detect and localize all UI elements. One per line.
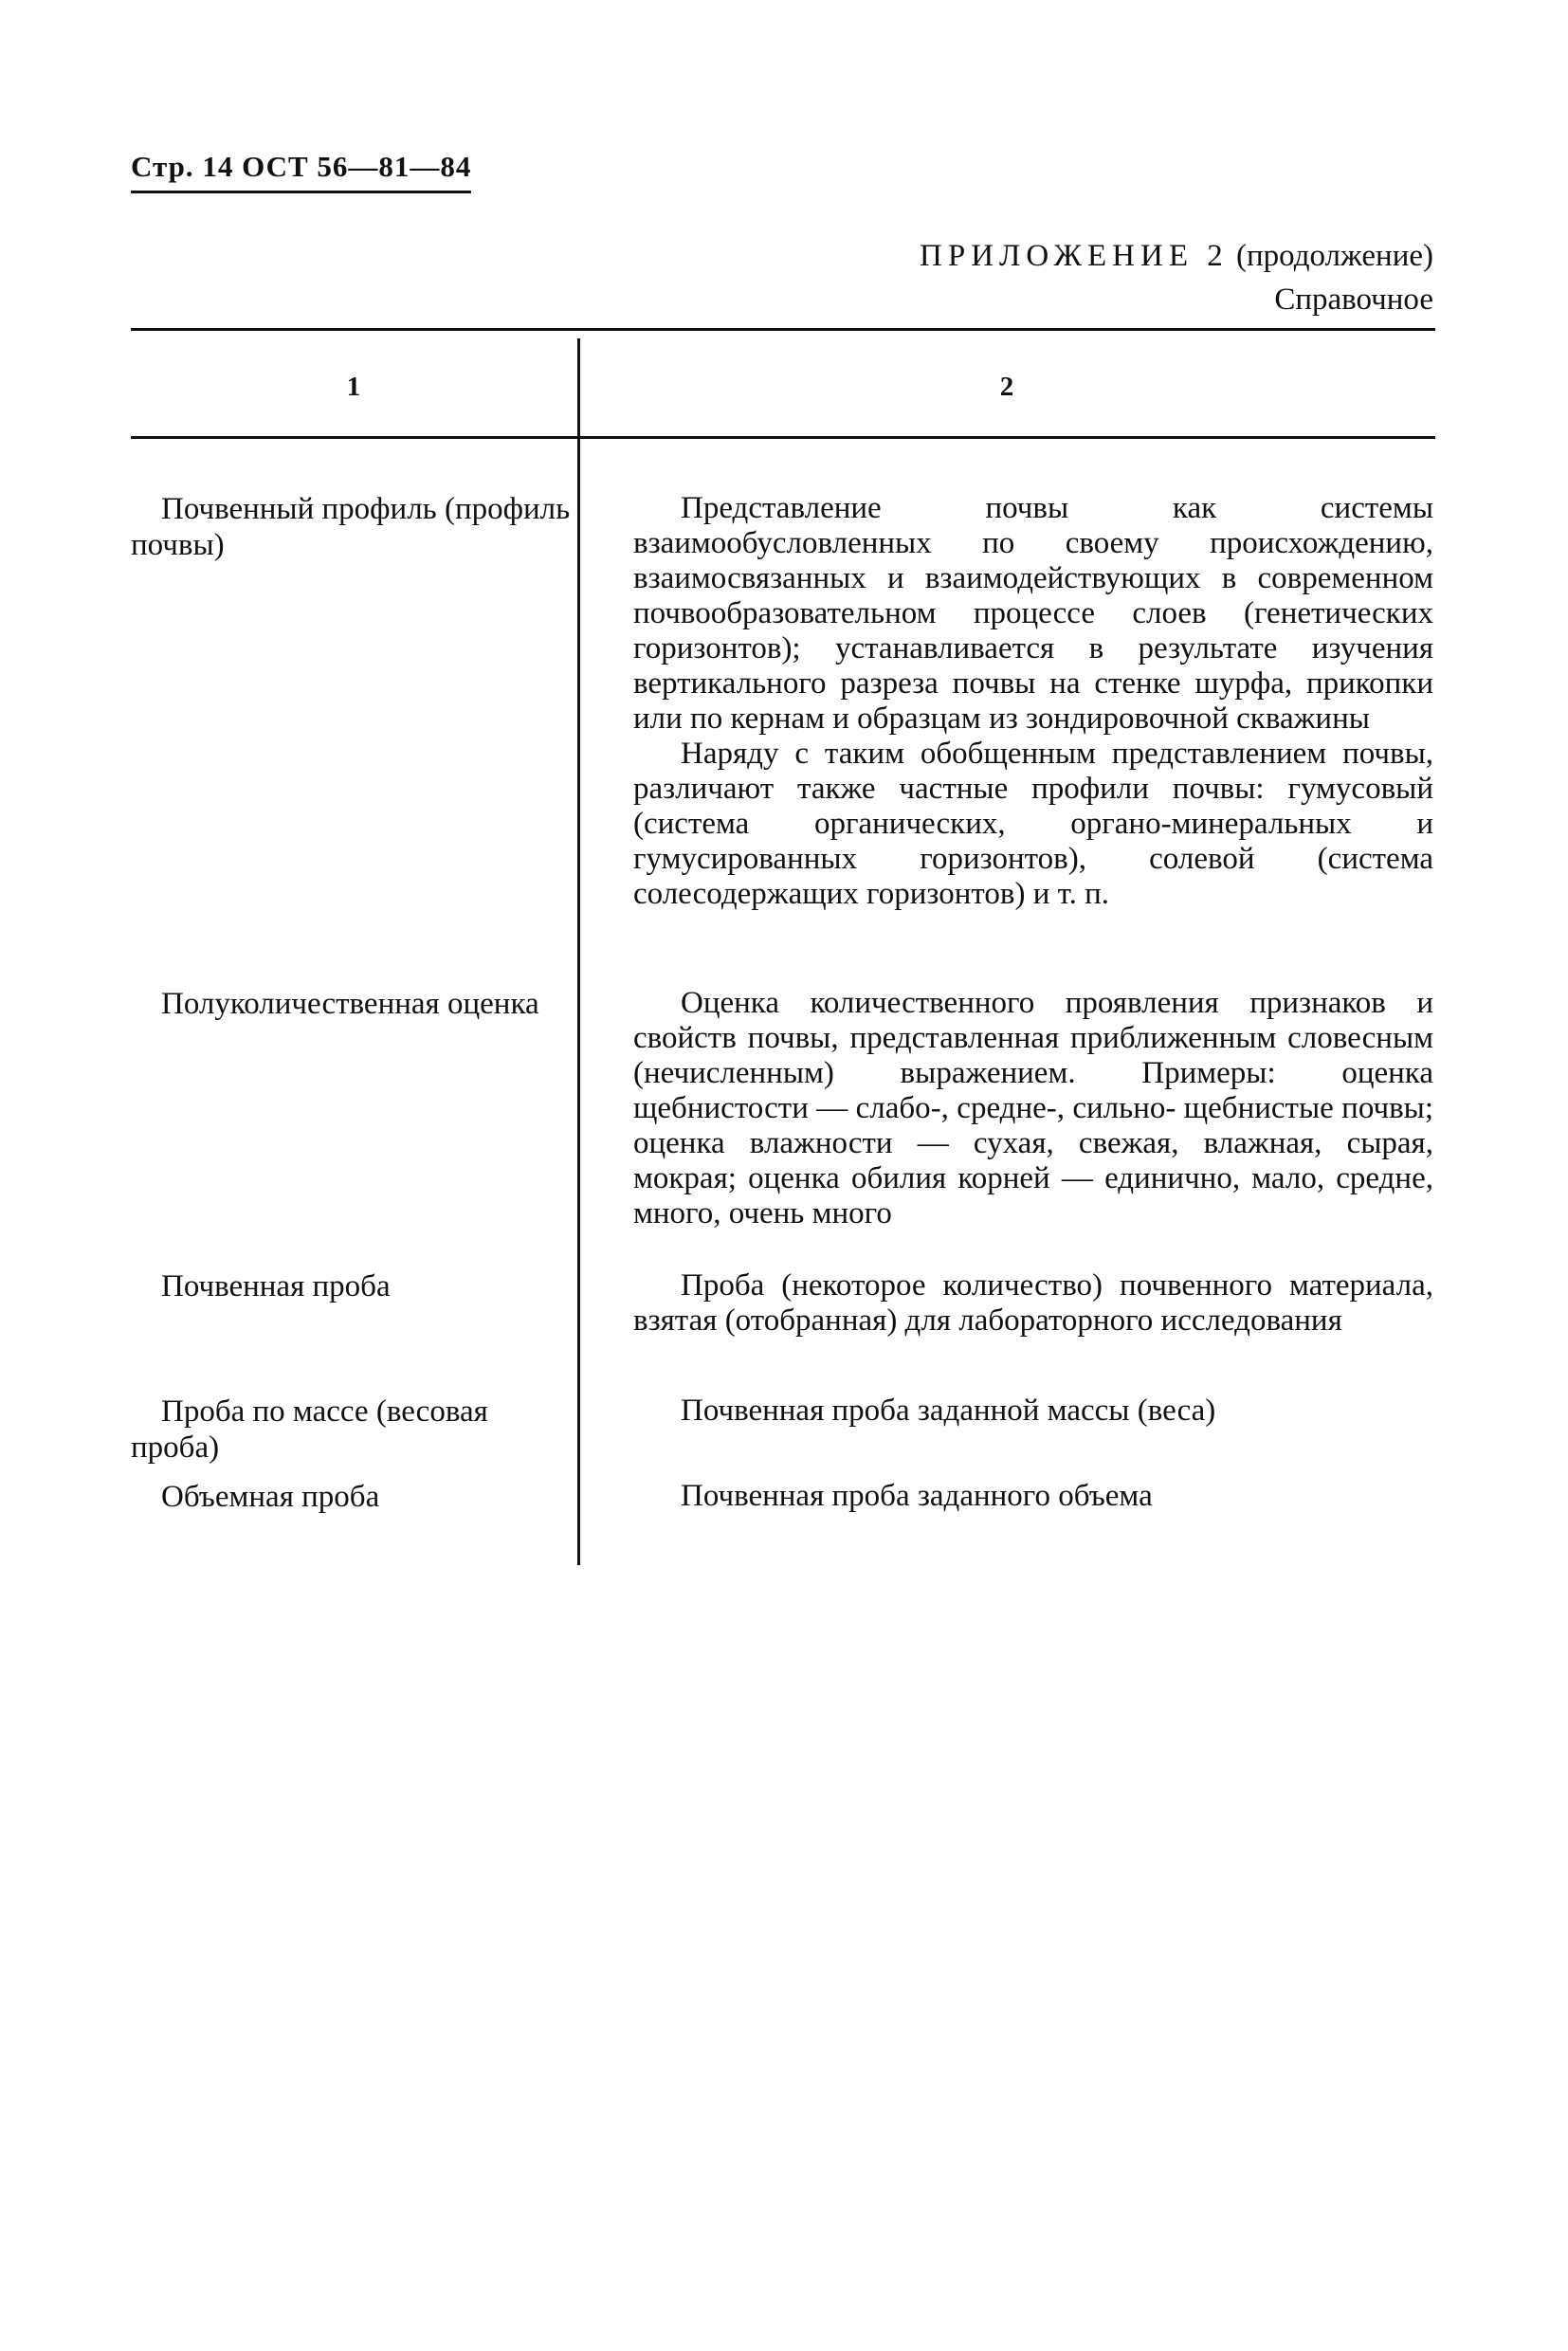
page-header: Стр. 14 ОСТ 56—81—84 [131,152,471,193]
definition-soil-profile [633,491,1433,912]
definition-soil-sample [633,1268,1433,1339]
definition-semi-quantitative [633,986,1433,1231]
column-divider [577,338,580,1565]
definition-paragraph: Представление почвы как системы взаимообусловленных по своему происхождению, взаимосвязанных и взаимодействующих в современном почвообразовательном процессе слоев (генетических горизонтов); устанавливается в результате изучения вертикального разреза почвы на стенке шурфа, прикопки или по кернам и образцам из зондировочной скважины [633,491,1433,736]
appendix-type: Справочное [1274,282,1433,317]
column-2-number: 2 [999,372,1014,402]
definition-paragraph: Наряду с таким обобщенным представлением почвы, различают также частные профили почвы: гумусовый (система органических, органо-минеральных и гумусированных горизонтов), солевой (система солесодержащих горизонтов) и т. п. [633,737,1433,911]
term-volume-sample: Объемная проба [161,1480,380,1514]
appendix-continuation: (продолжение) [1228,239,1433,273]
term-mass-sample: Проба по массе (весовая проба) [131,1394,488,1465]
definition-volume-sample [633,1479,1433,1514]
table-top-rule [131,328,1435,331]
appendix-label: ПРИЛОЖЕНИЕ 2 [920,239,1229,273]
definition-paragraph: Оценка количественного проявления признаков и свойств почвы, представленная приближенным словесным (нечисленным) выражением. Примеры: оценка щебнистости — слабо-, средне-, сильно- щебнистые почвы; оценка влажности — сухая, свежая, влажная, сырая, мокрая; оценка обилия корней — единично, мало, средне, много, очень много [633,986,1433,1230]
column-1-number: 1 [346,372,361,402]
definition-paragraph: Проба (некоторое количество) почвенного материала, взятая (отобранная) для лабораторного исследования [633,1268,1433,1338]
definition-paragraph: Почвенная проба заданного объема [681,1479,1153,1513]
term-semi-quantitative: Полуколичественная оценка [161,987,539,1021]
appendix-title [920,235,1433,277]
definition-paragraph: Почвенная проба заданной массы (веса) [681,1394,1216,1428]
definition-mass-sample [633,1394,1433,1429]
term-soil-profile: Почвенный профиль (профиль почвы) [131,492,571,562]
term-soil-sample: Почвенная проба [161,1269,391,1303]
table-header-rule [131,436,1435,439]
